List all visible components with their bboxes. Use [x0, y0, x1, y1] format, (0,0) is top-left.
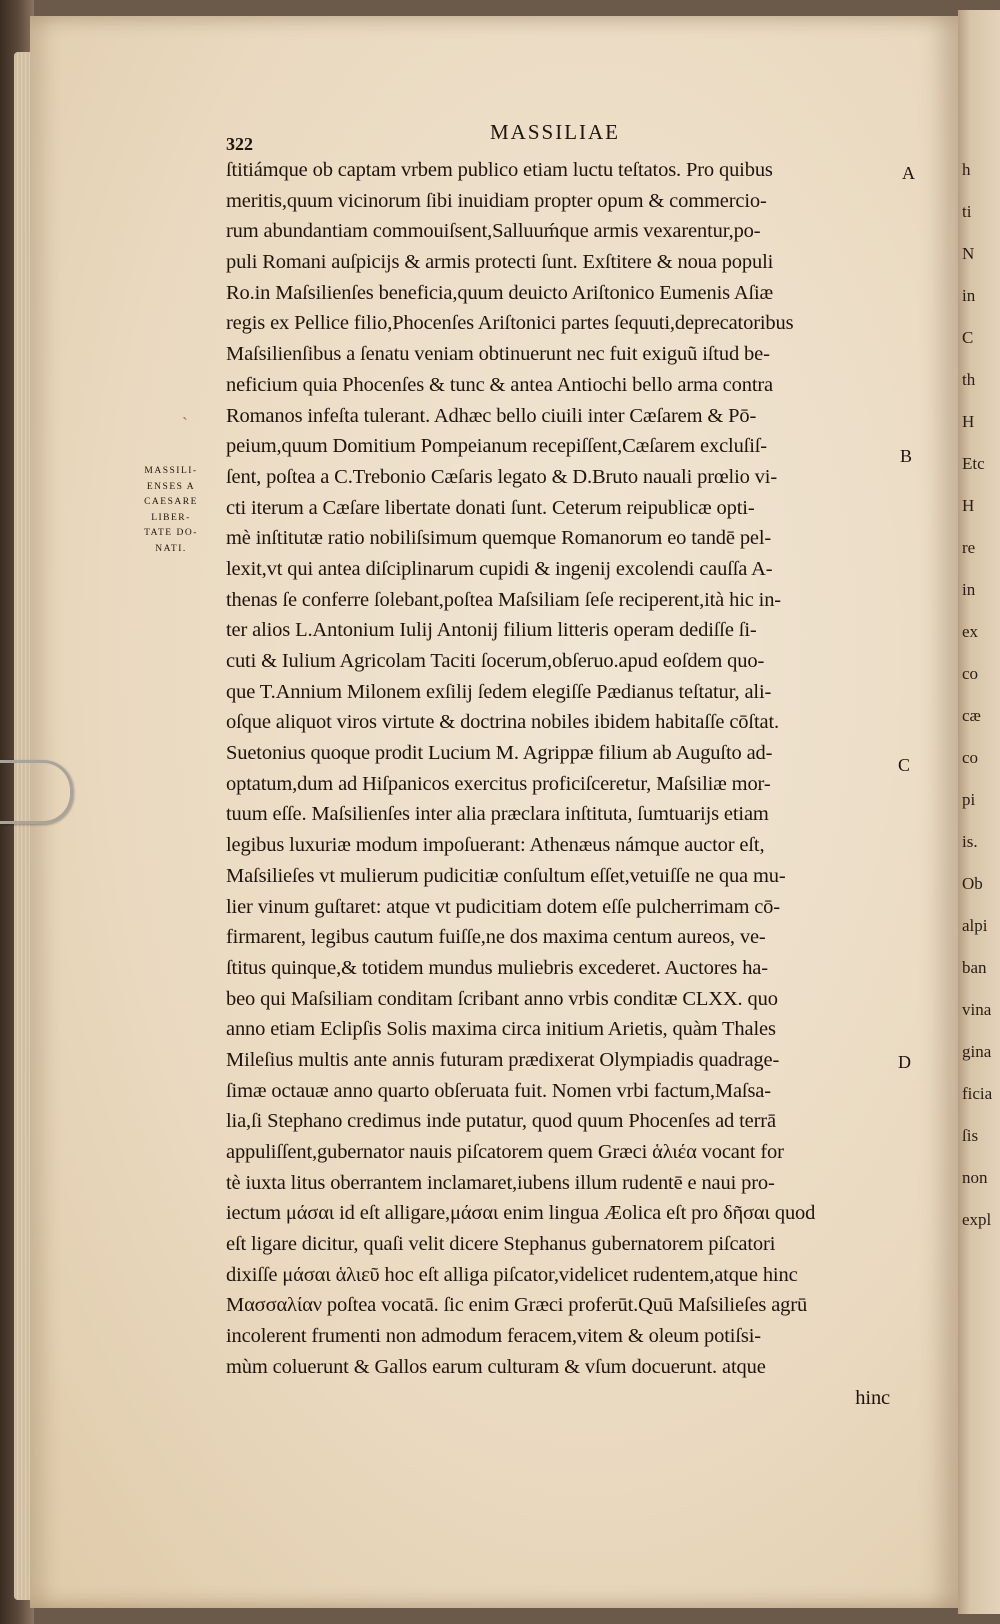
text-line: regis ex Pellice filio,Phocenſes Ariſtonici partes ſequuti,deprecatoribus: [226, 312, 794, 335]
facing-page-fragment: ſis: [962, 1126, 979, 1145]
section-letter-c: C: [898, 755, 911, 775]
facing-page-fragment: re: [962, 538, 976, 557]
text-line: ſent, poſtea a C.Trebonio Cæſaris legato & D.Bruto nauali prœlio vi-: [226, 465, 778, 488]
text-line: iectum μάσαι id eſt alligare,μάσαι enim lingua Æolica eſt pro δῆσαι quod: [226, 1202, 816, 1225]
section-letter-b: B: [900, 446, 913, 466]
text-line: lia,ſi Stephano credimus inde putatur, quod quum Phocenſes ad terrā: [226, 1110, 776, 1133]
marginal-note-line: NATI.: [155, 543, 187, 554]
text-line: Ro.in Maſsilienſes beneficia,quum deuicto Ariſtonico Eumenis Aſiæ: [226, 281, 774, 304]
facing-page-fragment: Ob: [962, 874, 983, 893]
facing-page-fragment: ban: [962, 958, 987, 977]
facing-page-fragment: cæ: [962, 706, 981, 725]
facing-page-fragment: in: [962, 580, 976, 599]
text-line: cuti & Iulium Agricolam Taciti ſocerum,obſeruo.apud eoſdem quo-: [226, 650, 765, 672]
text-line: meritis,quum vicinorum ſibi inuidiam propter opum & commercio-: [226, 189, 767, 212]
facing-page: [958, 10, 1000, 1614]
text-line: mè inſtitutæ ratio nobiliſsimum quemque Romanorum eo tandē pel-: [226, 527, 772, 550]
facing-page-fragment: ti: [962, 202, 972, 221]
marginal-note: [130, 464, 212, 557]
text-line: ter alios L.Antonium Iulij Antonij filium litteris operam dediſſe ſi-: [226, 619, 757, 642]
ink-mark: ˏ: [182, 400, 188, 420]
text-line: tuum eſſe. Maſsilienſes inter alia præclara inſtituta, ſumtuarijs etiam: [226, 803, 769, 826]
facing-page-fragment: ficia: [962, 1084, 993, 1103]
section-letter-d: D: [898, 1052, 911, 1072]
facing-page-fragment: vina: [962, 1000, 992, 1019]
facing-page-fragment: in: [962, 286, 976, 305]
facing-page-fragment: N: [962, 244, 975, 263]
text-line: Mileſius multis ante annis futuram prædixerat Olympiadis quadrage-: [226, 1048, 780, 1071]
paper-clip: [0, 760, 73, 824]
facing-page-fragment: alpi: [962, 916, 988, 935]
body-text: [226, 155, 906, 1413]
facing-page-fragment: th: [962, 370, 976, 389]
facing-page-fragment: gina: [962, 1042, 992, 1061]
text-line: optatum,dum ad Hiſpanicos exercitus proficiſceretur, Maſsiliæ mor-: [226, 772, 771, 795]
text-line: oſque aliquot viros virtute & doctrina nobiles ibidem habitaſſe cōſtat.: [226, 711, 779, 734]
section-letter-a: A: [902, 163, 915, 183]
marginal-note-line: MASSILI-: [144, 466, 198, 476]
marginal-note-line: ENSES A: [146, 481, 196, 492]
text-line: Maſsilieſes vt mulierum pudicitiæ conſultum eſſet,vetuiſſe ne qua mu-: [226, 864, 786, 887]
catchword: hinc: [855, 1386, 890, 1409]
facing-page-fragment: H: [962, 412, 975, 431]
marginal-note-line: CAESARE: [144, 497, 198, 507]
text-line: mùm coluerunt & Gallos earum culturam & vſum docuerunt. atque: [226, 1355, 766, 1378]
text-line: ſtitiámque ob captam vrbem publico etiam luctu teſtatos. Pro quibus: [226, 159, 773, 181]
facing-page-fragment: non: [962, 1168, 988, 1187]
text-line: lexit,vt qui antea diſciplinarum cupidi & ingenij excolendi cauſſa A-: [226, 557, 773, 580]
text-line: cti iterum a Cæſare libertate donati ſunt. Ceterum reipublicæ opti-: [226, 496, 755, 519]
text-line: puli Romani auſpicijs & armis protecti ſunt. Exſtitere & noua populi: [226, 251, 774, 274]
facing-page-fragment: expl: [962, 1210, 992, 1229]
text-line: anno etiam Eclipſis Solis maxima circa initium Arietis, quàm Thales: [226, 1018, 776, 1041]
text-line: Μασσαλίαν poſtea vocatā. ſic enim Græci proferūt.Quū Maſsilieſes agrū: [226, 1294, 808, 1317]
text-line: beo qui Maſsiliam conditam ſcribant anno vrbis conditæ CLXX. quo: [226, 987, 778, 1010]
text-line: legibus luxuriæ modum impoſuerant: Athenæus námque auctor eſt,: [226, 834, 765, 857]
text-line: que T.Annium Milonem exſilij ſedem elegiſſe Pædianus teſtatur, ali-: [226, 680, 772, 703]
text-line: thenas ſe conferre ſolebant,poſtea Maſsiliam ſeſe reciperent,ità hic in-: [226, 588, 781, 611]
text-line: Maſsilienſibus a ſenatu veniam obtinuerunt nec fuit exiguũ iſtud be-: [226, 343, 770, 366]
facing-page-fragment: Etc: [962, 454, 985, 473]
marginal-note-line: LIBER-: [151, 512, 191, 523]
facing-page-fragment: h: [962, 160, 971, 179]
facing-page-fragment: co: [962, 664, 979, 683]
text-line: peium,quum Domitium Pompeianum recepiſſent,Cæſarem excluſiſ-: [226, 435, 767, 458]
text-line: rum abundantiam commouiſsent,Salluuḿque armis vexarentur,po-: [226, 220, 761, 243]
text-line: appuliſſent,gubernator nauis piſcatorem quem Græci ἁλιέα vocant for: [226, 1141, 784, 1163]
text-line: lier vinum guſtaret: atque vt pudicitiam dotem eſſe pulcherrimam cō-: [226, 895, 780, 918]
running-head: MASSILIAE: [490, 120, 621, 144]
facing-page-fragment: ex: [962, 622, 979, 641]
facing-page-fragment: pi: [962, 790, 976, 809]
marginal-note-line: TATE DO-: [144, 528, 198, 538]
text-line: dixiſſe μάσαι ἁλιεῦ hoc eſt alliga piſcator,videlicet rudentem,atque hinc: [226, 1263, 798, 1286]
facing-page-fragment: H: [962, 496, 975, 515]
facing-page-fragment: is.: [962, 832, 978, 851]
text-line: Romanos infeſta tulerant. Adhæc bello ciuili inter Cæſarem & Pō-: [226, 404, 757, 427]
text-line: firmarent, legibus cautum fuiſſe,ne dos maxima centum aureos, ve-: [226, 926, 766, 949]
facing-page-fragment: C: [962, 328, 974, 347]
text-line: Suetonius quoque prodit Lucium M. Agrippæ filium ab Auguſto ad-: [226, 742, 773, 765]
text-line: ſimæ octauæ anno quarto obſeruata fuit. Nomen vrbi factum,Maſsa-: [226, 1079, 771, 1102]
page-number: 322: [226, 134, 253, 154]
facing-page-fragment: co: [962, 748, 979, 767]
text-line: ſtitus quinque,& totidem mundus muliebris excederet. Auctores ha-: [226, 956, 768, 979]
text-line: eſt ligare dicitur, quaſi velit dicere Stephanus gubernatorem piſcatori: [226, 1233, 776, 1256]
text-line: tè iuxta litus oberrantem inclamaret,iubens illum rudentē e naui pro-: [226, 1171, 775, 1194]
text-line: incolerent frumenti non admodum feracem,vitem & oleum potiſsi-: [226, 1325, 761, 1348]
text-line: neficium quia Phocenſes & tunc & antea Antiochi bello arma contra: [226, 373, 773, 396]
